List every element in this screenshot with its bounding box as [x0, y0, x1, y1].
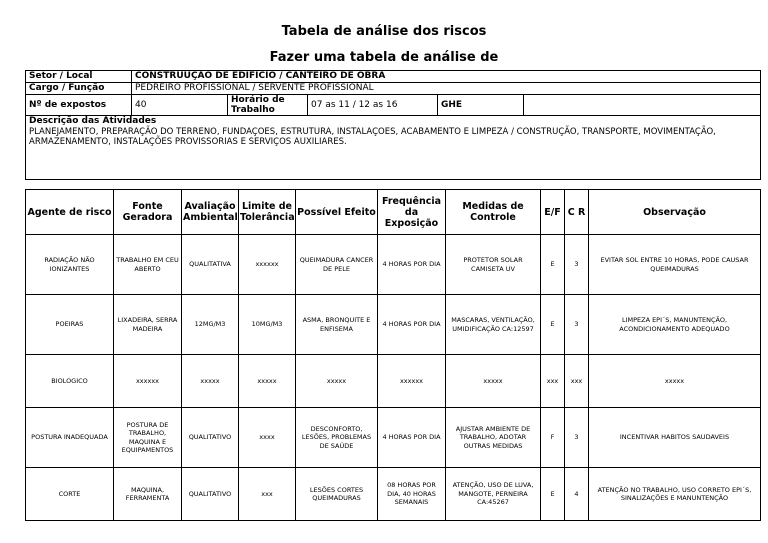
table-row: [26, 295, 761, 355]
cell-medidas: AJUSTAR AMBIENTE DE TRABALHO, ADOTAR OUTRAS MEDIDAS: [446, 408, 541, 468]
cell-observacao: EVITAR SOL ENTRE 10 HORAS, PODE CAUSAR QUEIMADURAS: [589, 235, 761, 295]
header-avaliacao: Avaliação Ambiental: [182, 190, 239, 235]
ghe-value: [524, 95, 761, 116]
cell-cr: 3: [565, 295, 589, 355]
cell-medidas: PROTETOR SOLAR CAMISETA UV: [446, 235, 541, 295]
header-agente: Agente de risco: [26, 190, 114, 235]
cell-efeito: DESCONFORTO, LESÕES, PROBLEMAS DE SAÚDE: [296, 408, 378, 468]
cell-frequencia: 4 HORAS POR DIA: [378, 235, 446, 295]
cell-agente: RADIAÇÃO NÃO IONIZANTES: [26, 235, 114, 295]
cell-agente: POSTURA INADEQUADA: [26, 408, 114, 468]
page-title: Tabela de análise dos riscos: [281, 24, 487, 39]
cell-limite: xxxx: [239, 408, 296, 468]
header-frequencia: Frequência da Exposição: [378, 190, 446, 235]
info-table: [25, 70, 761, 180]
cell-observacao: LIMPEZA EPI´S, MANUNTENÇÃO, ACONDICIONAMENTO ADEQUADO: [589, 295, 761, 355]
header-limite: Limite de Tolerância: [239, 190, 296, 235]
cell-agente: POEIRAS: [26, 295, 114, 355]
descricao-label: Descrição das Atividades: [29, 116, 157, 126]
table-row: [26, 235, 761, 295]
cell-frequencia: 4 HORAS POR DIA: [378, 408, 446, 468]
cargo-label: Cargo / Função: [26, 83, 132, 95]
cell-efeito: ASMA, BRONQUITE E ENFISEMA: [296, 295, 378, 355]
cell-limite: xxxxx: [239, 355, 296, 408]
table-row: [26, 355, 761, 408]
table-row: [26, 468, 761, 521]
cell-fonte: LIXADEIRA, SERRA MADEIRA: [114, 295, 182, 355]
cell-ef: E: [541, 295, 565, 355]
cell-efeito: LESÕES CORTES QUEIMADURAS: [296, 468, 378, 521]
risk-table: [25, 189, 761, 521]
cell-avaliacao: QUALITATIVO: [182, 408, 239, 468]
header-fonte: Fonte Geradora: [114, 190, 182, 235]
cell-observacao: xxxxx: [589, 355, 761, 408]
setor-label: Setor / Local: [26, 71, 132, 83]
header-efeito: Possível Efeito: [296, 190, 378, 235]
header-cr: C R: [565, 190, 589, 235]
expostos-value: 40: [132, 95, 228, 116]
cell-observacao: ATENÇÃO NO TRABALHO, USO CORRETO EPI´S, SINALIZAÇÕES E MANUNTENÇÃO: [589, 468, 761, 521]
cell-cr: 4: [565, 468, 589, 521]
info-row-descricao: [26, 116, 761, 180]
cell-efeito: QUEIMADURA CANCER DE PELE: [296, 235, 378, 295]
header-medidas: Medidas de Controle: [446, 190, 541, 235]
info-row-expostos: [26, 95, 761, 116]
risk-header-row: [26, 190, 761, 235]
setor-value: CONSTRUUÇÃO DE EDIFICIO / CANTEIRO DE OBRA: [132, 71, 761, 83]
cell-avaliacao: xxxxx: [182, 355, 239, 408]
descricao-value: PLANEJAMENTO, PREPARAÇÃO DO TERRENO, FUNDAÇOES, ESTRUTURA, INSTALAÇOES, ACABAMENTO E LIMPEZA / CONSTRUÇÃO, TRANSPORTE, MOVIMENTAÇÃO, ARMAZENAMENTO, INSTALAÇÕES PROVISSORIAS E SERVIÇOS AUXILIARES.: [29, 127, 716, 147]
cell-ef: E: [541, 235, 565, 295]
cell-medidas: MASCARAS, VENTILAÇÃO, UMIDIFICAÇÃO CA:12597: [446, 295, 541, 355]
cell-cr: xxx: [565, 355, 589, 408]
info-row-cargo: [26, 83, 761, 95]
cell-limite: xxx: [239, 468, 296, 521]
header-ef: E/F: [541, 190, 565, 235]
horario-value: 07 as 11 / 12 as 16: [308, 95, 438, 116]
cell-limite: xxxxxx: [239, 235, 296, 295]
cell-agente: CORTE: [26, 468, 114, 521]
cell-frequencia: 4 HORAS POR DIA: [378, 295, 446, 355]
expostos-label: Nº de expostos: [26, 95, 132, 116]
info-row-setor: [26, 71, 761, 83]
cell-cr: 3: [565, 408, 589, 468]
cell-ef: xxx: [541, 355, 565, 408]
cell-medidas: xxxxx: [446, 355, 541, 408]
cell-ef: F: [541, 408, 565, 468]
cell-avaliacao: 12MG/M3: [182, 295, 239, 355]
cell-fonte: TRABALHO EM CEU ABERTO: [114, 235, 182, 295]
cell-medidas: ATENÇÃO, USO DE LUVA, MANGOTE, PERNEIRA CA:45267: [446, 468, 541, 521]
cell-avaliacao: QUALITATIVO: [182, 468, 239, 521]
cargo-value: PEDREIRO PROFISSIONAL / SERVENTE PROFISSIONAL: [132, 83, 761, 95]
ghe-label: GHE: [438, 95, 524, 116]
cell-ef: E: [541, 468, 565, 521]
cell-avaliacao: QUALITATIVA: [182, 235, 239, 295]
header-observacao: Observação: [589, 190, 761, 235]
cell-frequencia: 08 HORAS POR DIA, 40 HORAS SEMANAIS: [378, 468, 446, 521]
table-row: [26, 408, 761, 468]
cell-fonte: MAQUINA, FERRAMENTA: [114, 468, 182, 521]
cell-fonte: POSTURA DE TRABALHO, MAQUINA E EQUIPAMENTOS: [114, 408, 182, 468]
cell-observacao: INCENTIVAR HABITOS SAUDAVEIS: [589, 408, 761, 468]
descricao-cell: [26, 116, 761, 180]
cell-limite: 10MG/M3: [239, 295, 296, 355]
cell-cr: 3: [565, 235, 589, 295]
cell-efeito: xxxxx: [296, 355, 378, 408]
horario-label: Horário de Trabalho: [228, 95, 308, 116]
cell-fonte: xxxxxx: [114, 355, 182, 408]
cell-agente: BIOLOGICO: [26, 355, 114, 408]
page-subtitle: Fazer uma tabela de análise de: [269, 50, 499, 65]
cell-frequencia: xxxxxx: [378, 355, 446, 408]
